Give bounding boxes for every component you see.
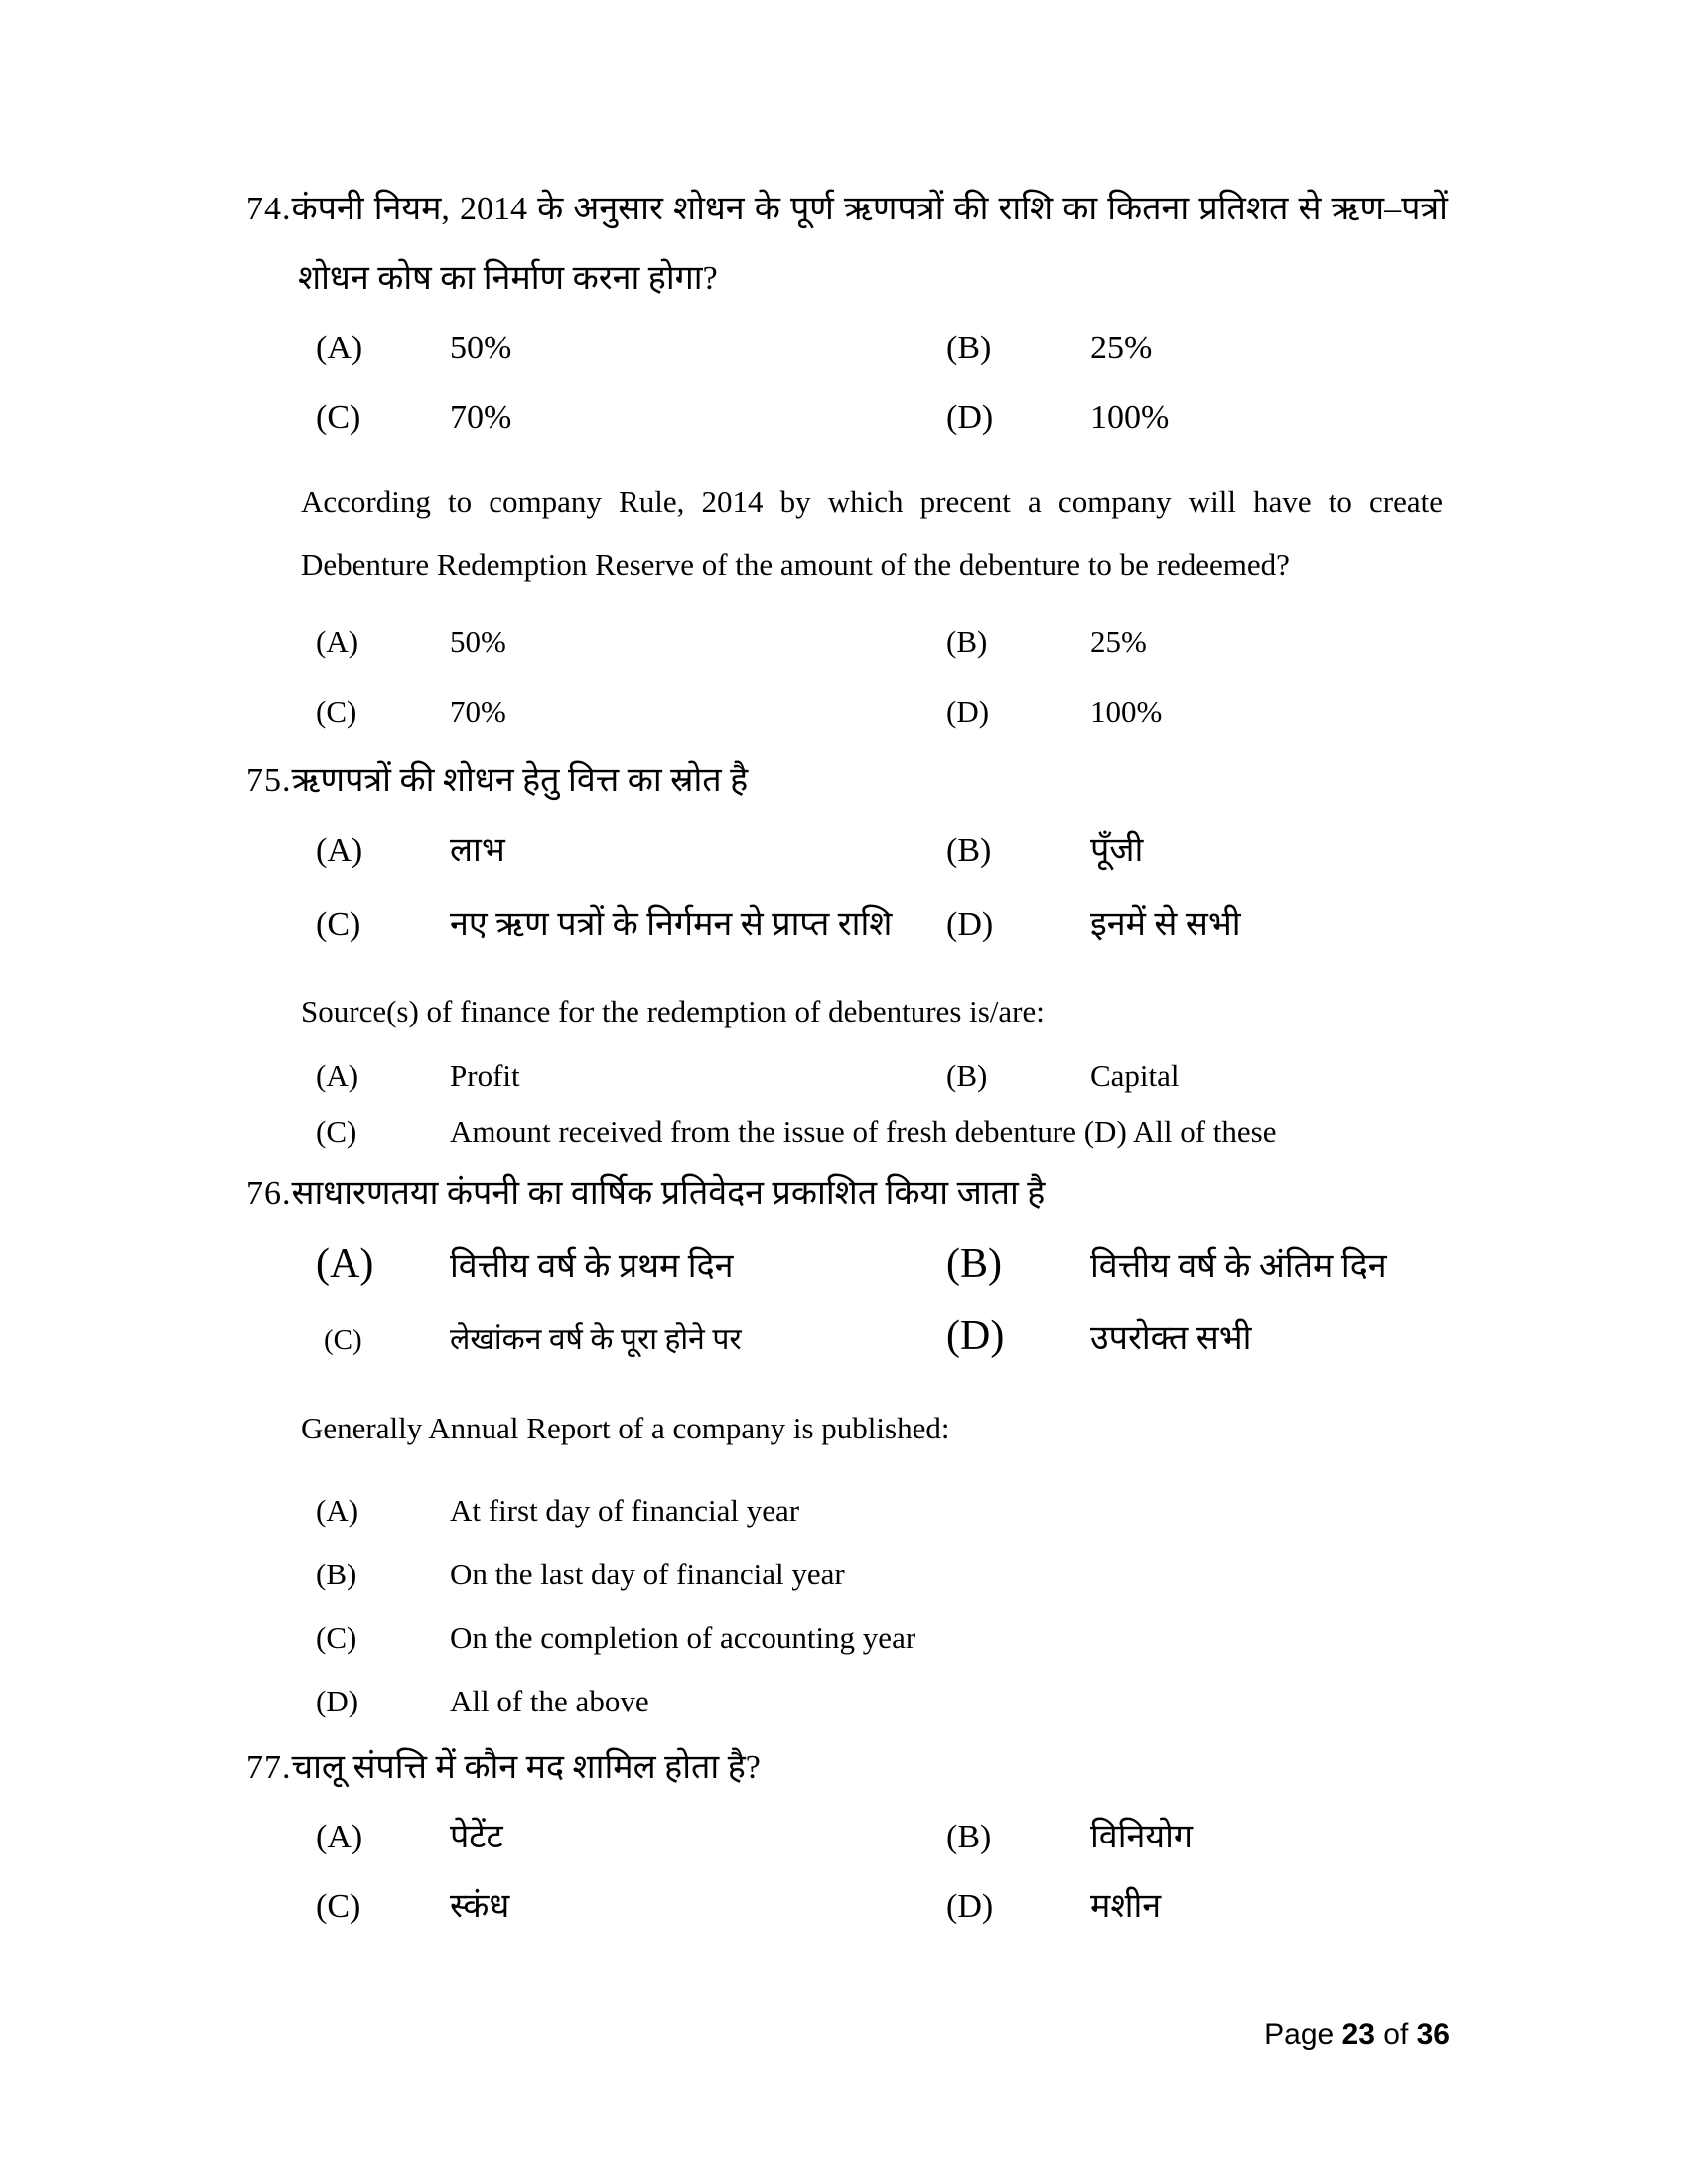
question-77-hindi-options xyxy=(316,1803,1448,1942)
question-74-english-text: According to company Rule, 2014 by which precent a company will have to create Debenture Redemption Reserve of the amount of the debenture to be redeemed? xyxy=(301,484,1443,582)
question-76-english-options xyxy=(316,1479,1448,1733)
question-77-hindi-text: चालू संपत्ति में कौन मद शामिल होता है? xyxy=(291,1749,761,1786)
option-a-label: (A) xyxy=(316,1241,374,1287)
question-75-hindi-heading xyxy=(246,747,1448,816)
option-d-label: (D) xyxy=(316,1684,359,1718)
option-a-text: Profit xyxy=(450,1058,520,1093)
option-a-text: लाभ xyxy=(450,832,505,869)
option-a-label: (A) xyxy=(316,624,359,659)
option-b-label: (B) xyxy=(946,624,988,659)
option-b-text: 25% xyxy=(1090,624,1147,659)
option-b-text: पूँजी xyxy=(1090,832,1144,869)
option-d-text: All of these xyxy=(1132,1114,1277,1149)
question-76-hindi-text: साधारणतया कंपनी का वार्षिक प्रतिवेदन प्रकाशित किया जाता है xyxy=(291,1175,1046,1212)
option-a-label: (A) xyxy=(316,330,363,366)
question-74-hindi-options xyxy=(316,314,1448,453)
option-b-label: (B) xyxy=(946,1058,988,1093)
option-d-label: (D) xyxy=(1083,1114,1127,1149)
option-d-label: (D) xyxy=(946,1313,1005,1359)
option-c-label: (C) xyxy=(316,694,357,729)
question-74-hindi-heading xyxy=(246,175,1448,314)
option-c-label: (C) xyxy=(324,1324,362,1356)
question-77-number: 77. xyxy=(246,1749,292,1786)
option-d-text: All of the above xyxy=(450,1684,649,1718)
option-b-text: 25% xyxy=(1090,330,1153,366)
option-b-label: (B) xyxy=(946,832,992,869)
option-d-text: 100% xyxy=(1090,399,1170,436)
option-c-text: Amount received from the issue of fresh debenture xyxy=(450,1114,1076,1149)
question-76-number: 76. xyxy=(246,1175,292,1212)
option-d-text: 100% xyxy=(1090,694,1163,729)
option-c-label: (C) xyxy=(316,1114,357,1149)
option-a-label: (A) xyxy=(316,1819,363,1855)
option-c-text: लेखांकन वर्ष के पूरा होने पर xyxy=(450,1323,742,1356)
question-75-hindi-options xyxy=(316,816,1448,960)
option-a-text: 50% xyxy=(450,624,506,659)
footer-total-pages: 36 xyxy=(1416,2018,1450,2051)
page-content xyxy=(246,175,1448,1942)
footer-page-word: Page xyxy=(1264,2018,1342,2051)
question-76 xyxy=(246,1160,1448,1733)
option-c-label: (C) xyxy=(316,399,361,436)
option-b-text: वित्तीय वर्ष के अंतिम दिन xyxy=(1090,1248,1387,1285)
question-74-number: 74. xyxy=(246,191,292,227)
option-c-text: नए ऋण पत्रों के निर्गमन से प्राप्त राशि xyxy=(450,906,893,943)
option-a-text: 50% xyxy=(450,330,512,366)
option-d-text: मशीन xyxy=(1090,1888,1162,1925)
option-c-label: (C) xyxy=(316,906,361,943)
option-d-label: (D) xyxy=(946,1888,994,1925)
option-d-text: उपरोक्त सभी xyxy=(1090,1320,1252,1357)
footer-page-number: 23 xyxy=(1341,2018,1375,2051)
question-74-hindi-text: कंपनी नियम, 2014 के अनुसार शोधन के पूर्ण ऋणपत्रों की राशि का कितना प्रतिशत से ऋण–पत्रों शोधन कोष का निर्माण करना होगा? xyxy=(291,191,1448,297)
question-75-english-text: Source(s) of finance for the redemption of debentures is/are: xyxy=(301,994,1045,1028)
question-75 xyxy=(246,747,1448,1160)
question-74-english-options xyxy=(316,608,1448,747)
option-c-d-combined-row xyxy=(450,1104,1448,1160)
question-75-number: 75. xyxy=(246,762,292,799)
option-c-label: (C) xyxy=(316,1888,361,1925)
option-a-label: (A) xyxy=(316,1493,359,1528)
option-b-text: विनियोग xyxy=(1090,1819,1194,1855)
option-a-text: पेटेंट xyxy=(450,1819,503,1855)
option-c-text: 70% xyxy=(450,399,512,436)
option-d-label: (D) xyxy=(946,694,990,729)
option-c-text: On the completion of accounting year xyxy=(450,1620,916,1655)
question-77-hindi-heading xyxy=(246,1733,1448,1803)
question-77 xyxy=(246,1733,1448,1942)
option-b-text: On the last day of financial year xyxy=(450,1557,845,1591)
option-c-text: स्कंध xyxy=(450,1888,510,1925)
option-d-label: (D) xyxy=(946,906,994,943)
option-b-label: (B) xyxy=(316,1557,357,1591)
option-a-text: At first day of financial year xyxy=(450,1493,800,1528)
question-76-english-text: Generally Annual Report of a company is published: xyxy=(301,1411,950,1445)
option-a-text: वित्तीय वर्ष के प्रथम दिन xyxy=(450,1248,734,1285)
option-d-text: इनमें से सभी xyxy=(1090,906,1241,943)
footer-of-word: of xyxy=(1374,2018,1417,2051)
option-a-label: (A) xyxy=(316,1058,359,1093)
option-b-text: Capital xyxy=(1090,1058,1180,1093)
option-b-label: (B) xyxy=(946,1241,1002,1287)
question-76-hindi-options xyxy=(316,1229,1448,1375)
option-b-label: (B) xyxy=(946,1819,992,1855)
question-75-hindi-text: ऋणपत्रों की शोधन हेतु वित्त का स्रोत है xyxy=(291,762,749,799)
option-d-label: (D) xyxy=(946,399,994,436)
question-76-hindi-heading xyxy=(246,1160,1448,1229)
page-footer xyxy=(1264,2017,1450,2053)
option-a-label: (A) xyxy=(316,832,363,869)
option-c-label: (C) xyxy=(316,1620,357,1655)
option-b-label: (B) xyxy=(946,330,992,366)
option-c-text: 70% xyxy=(450,694,506,729)
question-75-english-options xyxy=(316,1048,1448,1160)
question-74 xyxy=(246,175,1448,747)
